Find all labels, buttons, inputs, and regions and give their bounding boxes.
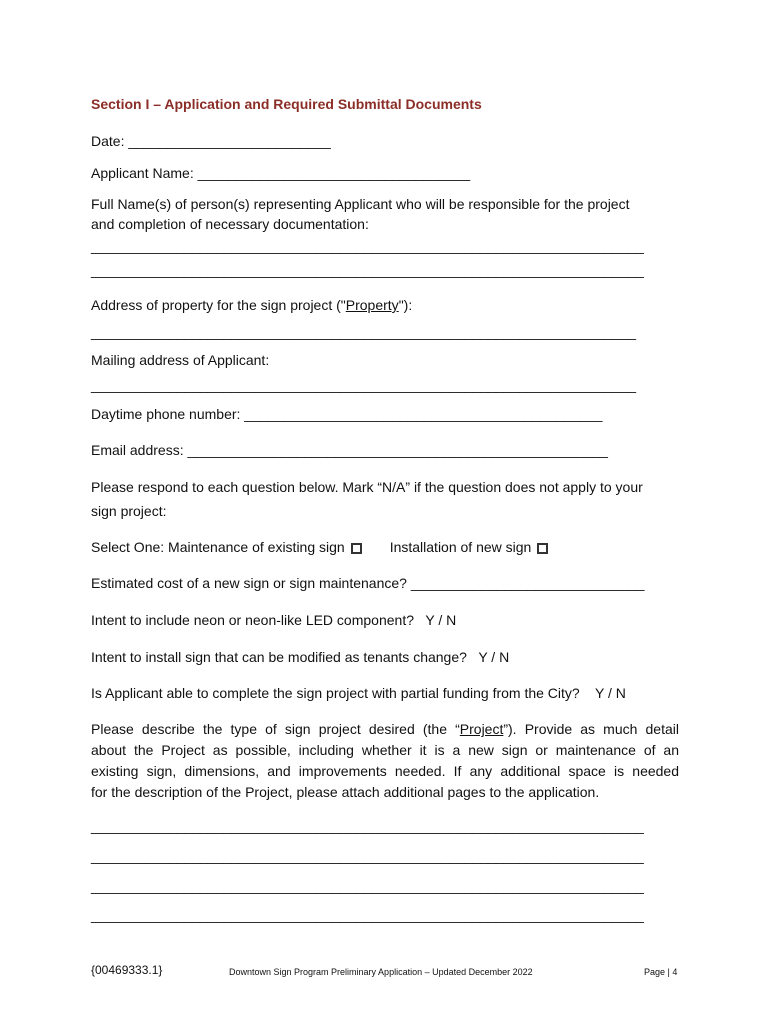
new-sign-checkbox[interactable] [537, 543, 548, 554]
answer-blank-1[interactable]: _______________________________________________________________________ [91, 818, 644, 834]
project-term: Project [459, 721, 504, 737]
answer-blank-4[interactable]: _______________________________________________________________________ [91, 907, 644, 923]
maintenance-checkbox[interactable] [351, 543, 362, 554]
mailing-address-blank[interactable]: ______________________________________________________________________ [91, 377, 637, 393]
property-address-suffix: "): [398, 297, 413, 313]
property-address-label [91, 295, 412, 315]
section-heading: Section I – Application and Required Submittal Documents [91, 96, 482, 112]
describe-line1 [91, 719, 679, 740]
footer-title: Downtown Sign Program Preliminary Application – Updated December 2022 [229, 967, 533, 977]
full-names-blank-1[interactable]: _______________________________________________________________________ [91, 238, 644, 254]
footer-doc-id: {00469333.1} [91, 963, 163, 977]
property-address-blank[interactable]: ______________________________________________________________________ [91, 324, 637, 340]
answer-blank-2[interactable]: _______________________________________________________________________ [91, 848, 644, 864]
select-one-row [91, 537, 548, 557]
property-term: Property [345, 297, 399, 313]
email-field[interactable]: Email address: ______________________________________________________ [91, 442, 608, 458]
date-field[interactable]: Date: __________________________ [91, 133, 331, 149]
describe-suffix: ”). Provide as much detail [503, 721, 679, 737]
funding-question: Is Applicant able to complete the sign project with partial funding from the City? Y / N [91, 685, 626, 701]
instructions-line1: Please respond to each question below. Mark “N/A” if the question does not apply to your [91, 479, 643, 495]
describe-line4: for the description of the Project, please attach additional pages to the application. [91, 784, 600, 800]
phone-field[interactable]: Daytime phone number: ______________________________________________ [91, 406, 603, 422]
full-names-prompt-line1: Full Name(s) of person(s) representing Applicant who will be responsible for the project [91, 196, 630, 212]
mailing-address-label: Mailing address of Applicant: [91, 352, 270, 368]
neon-question: Intent to include neon or neon-like LED component? Y / N [91, 612, 457, 628]
answer-blank-3[interactable]: _______________________________________________________________________ [91, 878, 644, 894]
describe-paragraph [91, 719, 679, 803]
full-names-prompt-line2: and completion of necessary documentation: [91, 216, 369, 232]
applicant-name-field[interactable]: Applicant Name: ___________________________________ [91, 165, 471, 181]
select-one-label: Select One: Maintenance of existing sign [91, 539, 345, 555]
describe-prefix: Please describe the type of sign project desired (the “ [91, 721, 460, 737]
describe-line2: about the Project as possible, including whether it is a new sign or maintenance of an [91, 742, 679, 758]
property-address-prefix: Address of property for the sign project (" [91, 297, 346, 313]
footer-page-number: Page | 4 [644, 967, 678, 977]
estimated-cost-field[interactable]: Estimated cost of a new sign or sign maintenance? ______________________________ [91, 575, 645, 591]
tenants-question: Intent to install sign that can be modified as tenants change? Y / N [91, 649, 510, 665]
new-sign-label: Installation of new sign [389, 539, 532, 555]
full-names-blank-2[interactable]: _______________________________________________________________________ [91, 262, 644, 278]
describe-line3: existing sign, dimensions, and improvements needed. If any additional space is needed [91, 763, 679, 779]
instructions-line2: sign project: [91, 503, 167, 519]
